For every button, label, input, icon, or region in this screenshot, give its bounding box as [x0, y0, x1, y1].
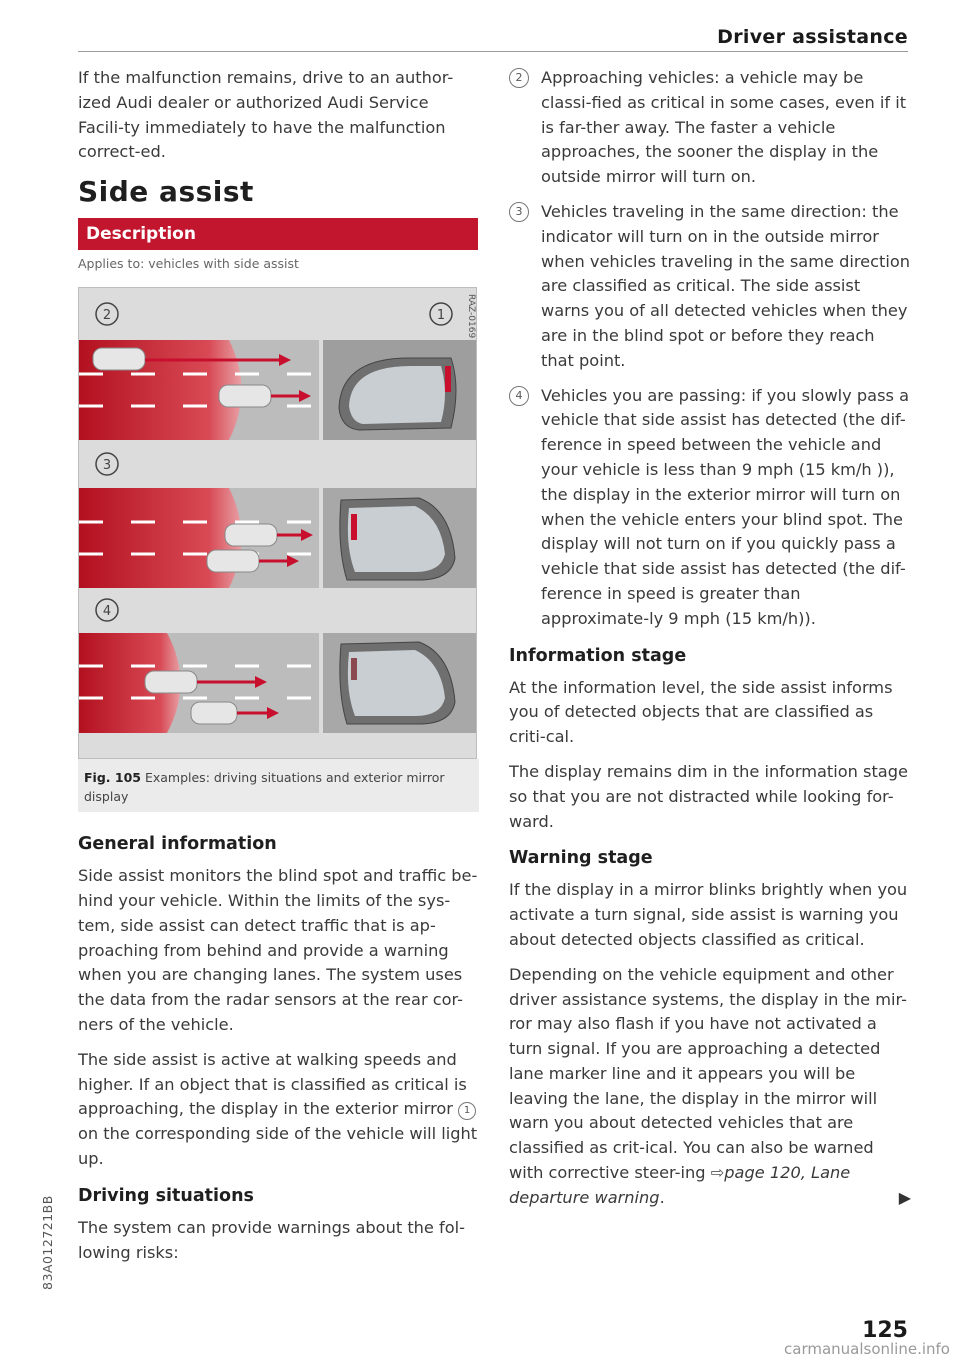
figure-105: [78, 287, 477, 759]
running-header: Driver assistance: [717, 26, 908, 48]
list-number: 3: [509, 202, 529, 222]
driving-situations-illustration: [79, 288, 476, 758]
info-paragraph-2: The display remains dim in the information stage so that you are not distracted while looking for-ward.: [509, 761, 908, 831]
driving-paragraph: The system can provide warnings about the fol-lowing risks:: [78, 1217, 465, 1262]
warning-paragraph-2: [509, 963, 911, 1211]
general-p2-b: on the corresponding side of the vehicle will light up.: [78, 1124, 478, 1168]
general-paragraph-1: Side assist monitors the blind spot and traffic be-hind your vehicle. Within the limits of the sys-tem, side assist can detect traffic that is ap-proaching from behind and provide a warning when you are changing lanes. The system uses the data from the radar sensors at the rear cor-ners of the vehicle.: [78, 866, 478, 1034]
caption-text: Examples: driving situations and exterior mirror display: [84, 770, 445, 805]
list-item: [509, 200, 911, 374]
document-code: 83A012721BB: [40, 1195, 55, 1290]
intro-paragraph: If the malfunction remains, drive to an author-ized Audi dealer or authorized Audi Service Facili-ty immediately to have the malfunction correct-ed.: [78, 68, 454, 162]
svg-text:1: 1: [436, 308, 446, 324]
panel-same-direction: [79, 488, 476, 588]
general-p2-a: The side assist is active at walking speeds and higher. If an object that is classified as critical is approaching, the display in the exterior mirror: [78, 1049, 467, 1119]
info-heading: Information stage: [509, 645, 687, 666]
list-item: [509, 66, 911, 190]
header-rule: [78, 51, 908, 52]
panel-approaching: [79, 340, 476, 440]
inline-ref-1: 1: [458, 1102, 476, 1120]
driving-heading: Driving situations: [78, 1185, 254, 1206]
page-number: 125: [862, 1318, 908, 1343]
right-column: [509, 66, 911, 1221]
left-column: [78, 66, 478, 1275]
panel-passing: [79, 633, 476, 733]
figure-caption: [78, 759, 479, 812]
info-paragraph-1: At the information level, the side assist informs you of detected objects that are classified as criti-cal.: [509, 677, 893, 747]
general-heading: General information: [78, 834, 277, 855]
warning-paragraph-1: If the display in a mirror blinks brightly when you activate a turn signal, side assist is warning you about detected objects classified as critical.: [509, 880, 908, 949]
applies-to: Applies to: vehicles with side assist: [78, 256, 299, 272]
description-bar: Description: [78, 218, 478, 250]
svg-text:3: 3: [102, 458, 112, 474]
watermark: carmanualsonline.info: [784, 1340, 950, 1358]
list-text: Vehicles you are passing: if you slowly pass a vehicle that side assist has detected (the dif-ference in speed between the vehicle and your vehicle is less than 9 mph (15 km/h )), the display in the exterior mirror will turn on when the vehicle enters your blind spot. The display will not turn on if you quickly pass a vehicle that side assist has detected (the dif-ference in speed is greater than approximate-ly 9 mph (15 km/h)).: [541, 385, 910, 628]
page-reference-link[interactable]: page 120, Lane departure warning: [509, 1163, 851, 1207]
section-title: Side assist: [78, 175, 254, 209]
list-text: Vehicles traveling in the same direction: the indicator will turn on in the outside mirror when vehicles traveling in the same direction are classified as critical. The side assist warns you of all detected vehicles when they are in the blind spot or before they reach that point.: [541, 201, 911, 370]
warning-p2-end: .: [659, 1187, 665, 1207]
figure-code: RAZ-0169: [466, 294, 476, 339]
svg-text:2: 2: [102, 308, 112, 324]
warning-heading: Warning stage: [509, 848, 653, 869]
arrow-icon: ⇨: [710, 1163, 725, 1183]
list-text: Approaching vehicles: a vehicle may be classi-fied as critical in some cases, even if it is far-ther away. The faster a vehicle approaches, the sooner the display in the outside mirror will turn on.: [541, 68, 907, 187]
svg-text:4: 4: [102, 604, 112, 620]
general-paragraph-2: [78, 1048, 478, 1172]
warning-p2-text: Depending on the vehicle equipment and other driver assistance systems, the display in the mir-ror may also flash if you have not activated a turn signal. If you are approaching a detected lane marker line and it appears you will be leaving the lane, the display in the mirror will warn you about detected vehicles that are classified as crit-ical. You can also be warned with corrective steer-ing: [509, 964, 907, 1183]
list-item: [509, 384, 911, 632]
continue-arrow-icon: ▶: [898, 1187, 911, 1207]
list-number: 2: [509, 68, 529, 88]
caption-label: Fig. 105: [84, 770, 141, 786]
list-number: 4: [509, 386, 529, 406]
